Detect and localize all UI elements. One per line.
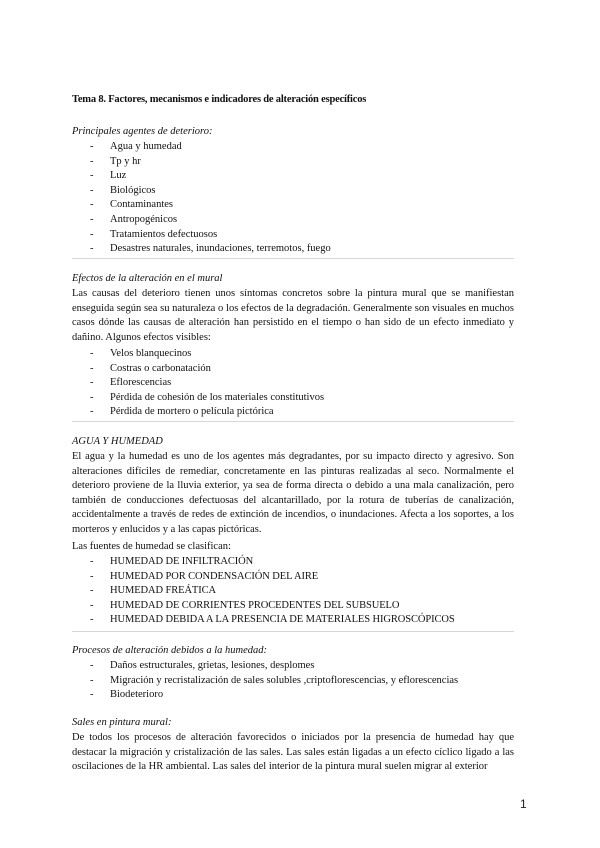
document-title: Tema 8. Factores, mecanismos e indicadores de alteración específicos — [72, 94, 367, 105]
list-item: - Daños estructurales, grietas, lesiones, desplomes — [90, 660, 315, 671]
water-paragraph: El agua y la humedad es uno de los agentes más degradantes, por su impacto directo y agresivo. Son alteraciones difíciles de remediar, concretamente en las pinturas realizadas al seco. Normalmente el deterioro proviene de la lluvia exterior, ya sea de forma directa o debido a una mala canalización, pero también de conducciones defectuosas del alcantarillado, por la rotura de tuberías de canalización, accidentalmente a través de redes de extinción de incendios, o inundaciones. Afecta a los soportes, a los morteros y enlucidos y a las capas pictóricas. — [72, 451, 514, 535]
list-item: - Eflorescencias — [90, 377, 172, 389]
list-item: - Tratamientos defectuosos — [90, 228, 218, 240]
list-item: - Velos blanquecinos — [90, 348, 192, 359]
agents-heading: Principales agentes de deterioro: — [72, 126, 213, 137]
list-item: - HUMEDAD POR CONDENSACIÓN DEL AIRE — [90, 570, 319, 582]
list-item: - Agua y humedad — [90, 141, 182, 152]
list-item: - Contaminantes — [90, 199, 173, 211]
humidity-sources-label: Las fuentes de humedad se clasifican: — [72, 541, 231, 552]
section-divider — [72, 258, 514, 259]
section-divider — [72, 631, 514, 632]
effects-heading: Efectos de la alteración en el mural — [72, 273, 223, 284]
list-item: - Antropogénicos — [90, 213, 178, 225]
list-item: - Biodeterioro — [90, 689, 164, 701]
list-item: - Pérdida de cohesión de los materiales constitutivos — [90, 391, 325, 403]
page-number: 1 — [520, 797, 527, 811]
list-item: - Migración y recristalización de sales solubles ,criptoflorescencias, y eflorescencias — [90, 674, 459, 686]
list-item: - Costras o carbonatación — [90, 362, 211, 374]
list-item: - HUMEDAD DEBIDA A LA PRESENCIA DE MATERIALES HIGROSCÓPICOS — [90, 614, 455, 626]
processes-heading: Procesos de alteración debidos a la humedad: — [72, 645, 267, 656]
list-item: - HUMEDAD FREÁTICA — [90, 585, 217, 597]
humidity-sources-list — [90, 555, 510, 628]
list-item: - HUMEDAD DE INFILTRACIÓN — [90, 556, 254, 567]
list-item: - Pérdida de mortero o película pictórica — [90, 406, 274, 418]
list-item: - Biológicos — [90, 184, 156, 196]
list-item: - Desastres naturales, inundaciones, terremotos, fuego — [90, 243, 331, 255]
list-item: - Tp y hr — [90, 155, 141, 167]
effects-paragraph: Las causas del deterioro tienen unos síntomas concretos sobre la pintura mural que se manifiestan enseguida según sea su naturaleza o los efectos de la degradación. Generalmente son visuales en muchos casos dónde las causas de alteración han persistido en el tiempo o han sido de un efecto inmediato y dañino. Algunos efectos visibles: — [72, 288, 514, 343]
water-heading: AGUA Y HUMEDAD — [72, 436, 163, 447]
list-item: - HUMEDAD DE CORRIENTES PROCEDENTES DEL SUBSUELO — [90, 599, 400, 611]
agents-list — [90, 140, 510, 257]
salts-paragraph: De todos los procesos de alteración favorecidos o iniciados por la presencia de humedad hay que destacar la migración y cristalización de las sales. Las sales están ligadas a un efecto cíclico ligado a las oscilaciones de la HR ambiental. Las sales del interior de la pintura mural suelen migrar al exterior — [72, 732, 514, 773]
processes-list — [90, 659, 510, 703]
section-divider — [72, 421, 514, 422]
list-item: - Luz — [90, 170, 127, 182]
effects-list — [90, 347, 510, 420]
salts-heading: Sales en pintura mural: — [72, 717, 172, 728]
